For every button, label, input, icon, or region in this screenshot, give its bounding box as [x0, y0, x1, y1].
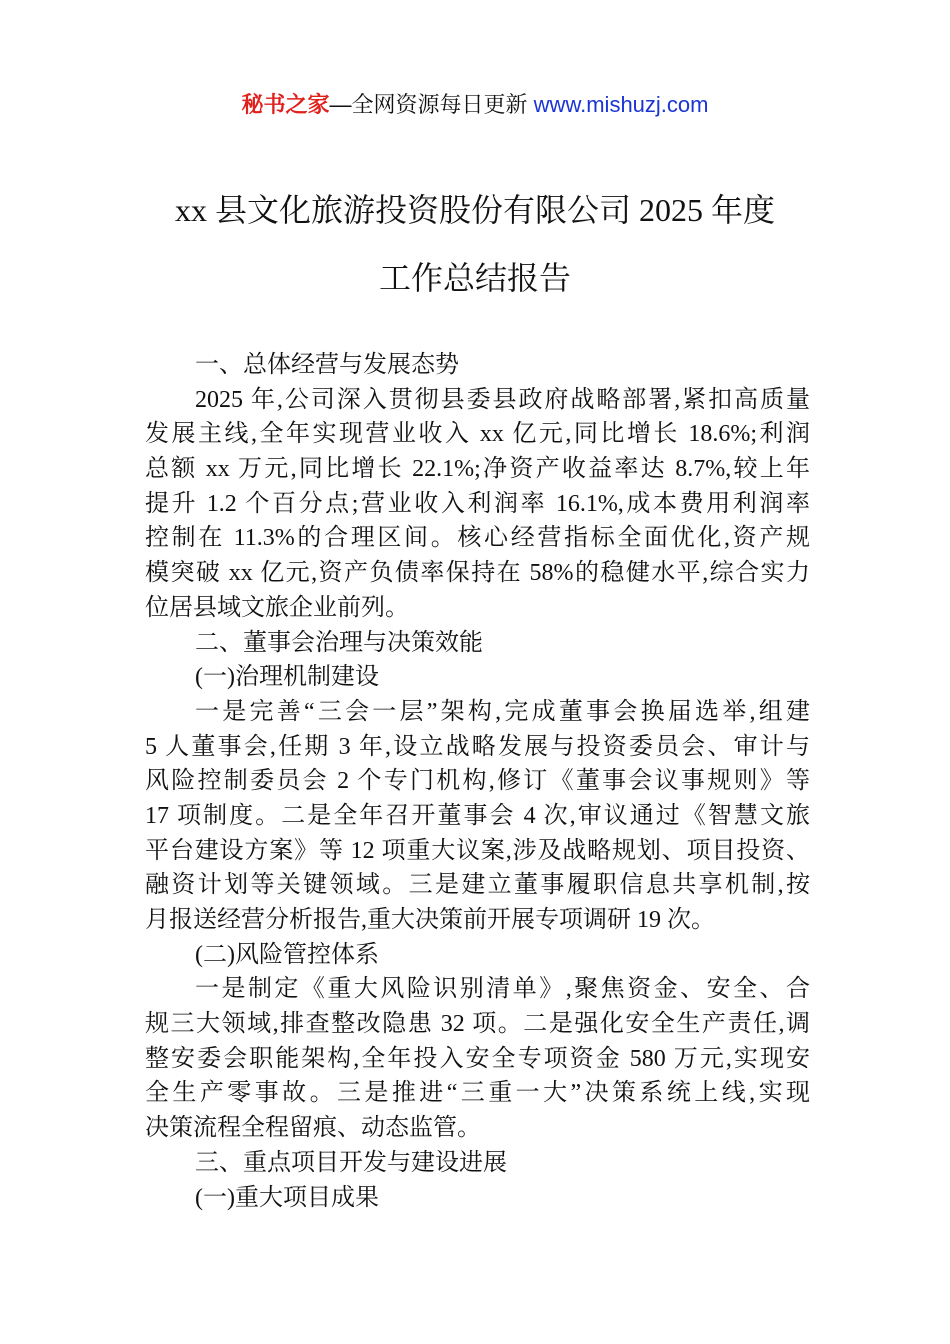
text-line: 发展主线,全年实现营业收入 xx 亿元,同比增长 18.6%;利润	[145, 421, 810, 448]
text-line: 提升 1.2 个百分点;营业收入利润率 16.1%,成本费用利润率	[145, 490, 810, 517]
text-line: (二)风险管控体系	[195, 941, 379, 968]
text-line: 风险控制委员会 2 个专门机构,修订《董事会议事规则》等	[145, 768, 810, 795]
text-line: 一、总体经营与发展态势	[195, 352, 459, 378]
text-line: 17 项制度。二是全年召开董事会 4 次,审议通过《智慧文旅	[145, 802, 810, 829]
text-line: 控制在 11.3%的合理区间。核心经营指标全面优化,资产规	[145, 525, 810, 552]
paragraph	[145, 972, 810, 1145]
text-line: 平台建设方案》等 12 项重大议案,涉及战略规划、项目投资、	[145, 837, 810, 864]
text-line: 三、重点项目开发与建设进展	[195, 1149, 507, 1176]
paragraph	[145, 695, 810, 938]
section-heading	[145, 938, 810, 973]
paragraph	[145, 383, 810, 626]
document-body	[145, 348, 810, 1215]
document-title	[0, 176, 950, 312]
text-line: 一是制定《重大风险识别清单》,聚焦资金、安全、合	[195, 976, 810, 1003]
text-line: 月报送经营分析报告,重大决策前开展专项调研 19 次。	[145, 907, 715, 933]
section-heading	[145, 626, 810, 661]
text-line: (一)治理机制建设	[195, 664, 379, 691]
text-line: (一)重大项目成果	[195, 1184, 379, 1211]
text-line: 规三大领域,排查整改隐患 32 项。二是强化安全生产责任,调	[145, 1011, 810, 1038]
section-heading	[145, 660, 810, 695]
slogan: —全网资源每日更新	[329, 92, 528, 117]
text-line: 整安委会职能架构,全年投入安全专项资金 580 万元,实现安	[145, 1045, 810, 1072]
watermark-header	[0, 88, 950, 122]
site-url-link[interactable]: www.mishuzj.com	[533, 92, 709, 117]
text-line: 二、董事会治理与决策效能	[195, 629, 483, 656]
text-line: 5 人董事会,任期 3 年,设立战略发展与投资委员会、审计与	[145, 733, 810, 760]
brand-name: 秘书之家	[241, 92, 330, 117]
text-line: 总额 xx 万元,同比增长 22.1%;净资产收益率达 8.7%,较上年	[145, 456, 810, 483]
section-heading	[145, 348, 810, 383]
section-heading	[145, 1181, 810, 1216]
text-line: 融资计划等关键领域。三是建立董事履职信息共享机制,按	[145, 872, 810, 899]
text-line: 2025 年,公司深入贯彻县委县政府战略部署,紧扣高质量	[195, 386, 810, 413]
text-line: 位居县域文旅企业前列。	[145, 594, 409, 621]
text-line: 一是完善“三会一层”架构,完成董事会换届选举,组建	[195, 698, 810, 725]
text-line: 全生产零事故。三是推进“三重一大”决策系统上线,实现	[145, 1080, 810, 1107]
text-line: 决策流程全程留痕、动态监管。	[145, 1115, 481, 1142]
section-heading	[145, 1146, 810, 1181]
text-line: 模突破 xx 亿元,资产负债率保持在 58%的稳健水平,综合实力	[145, 560, 810, 587]
title-line: 工作总结报告	[378, 260, 571, 296]
title-line: xx 县文化旅游投资股份有限公司 2025 年度	[174, 192, 775, 228]
